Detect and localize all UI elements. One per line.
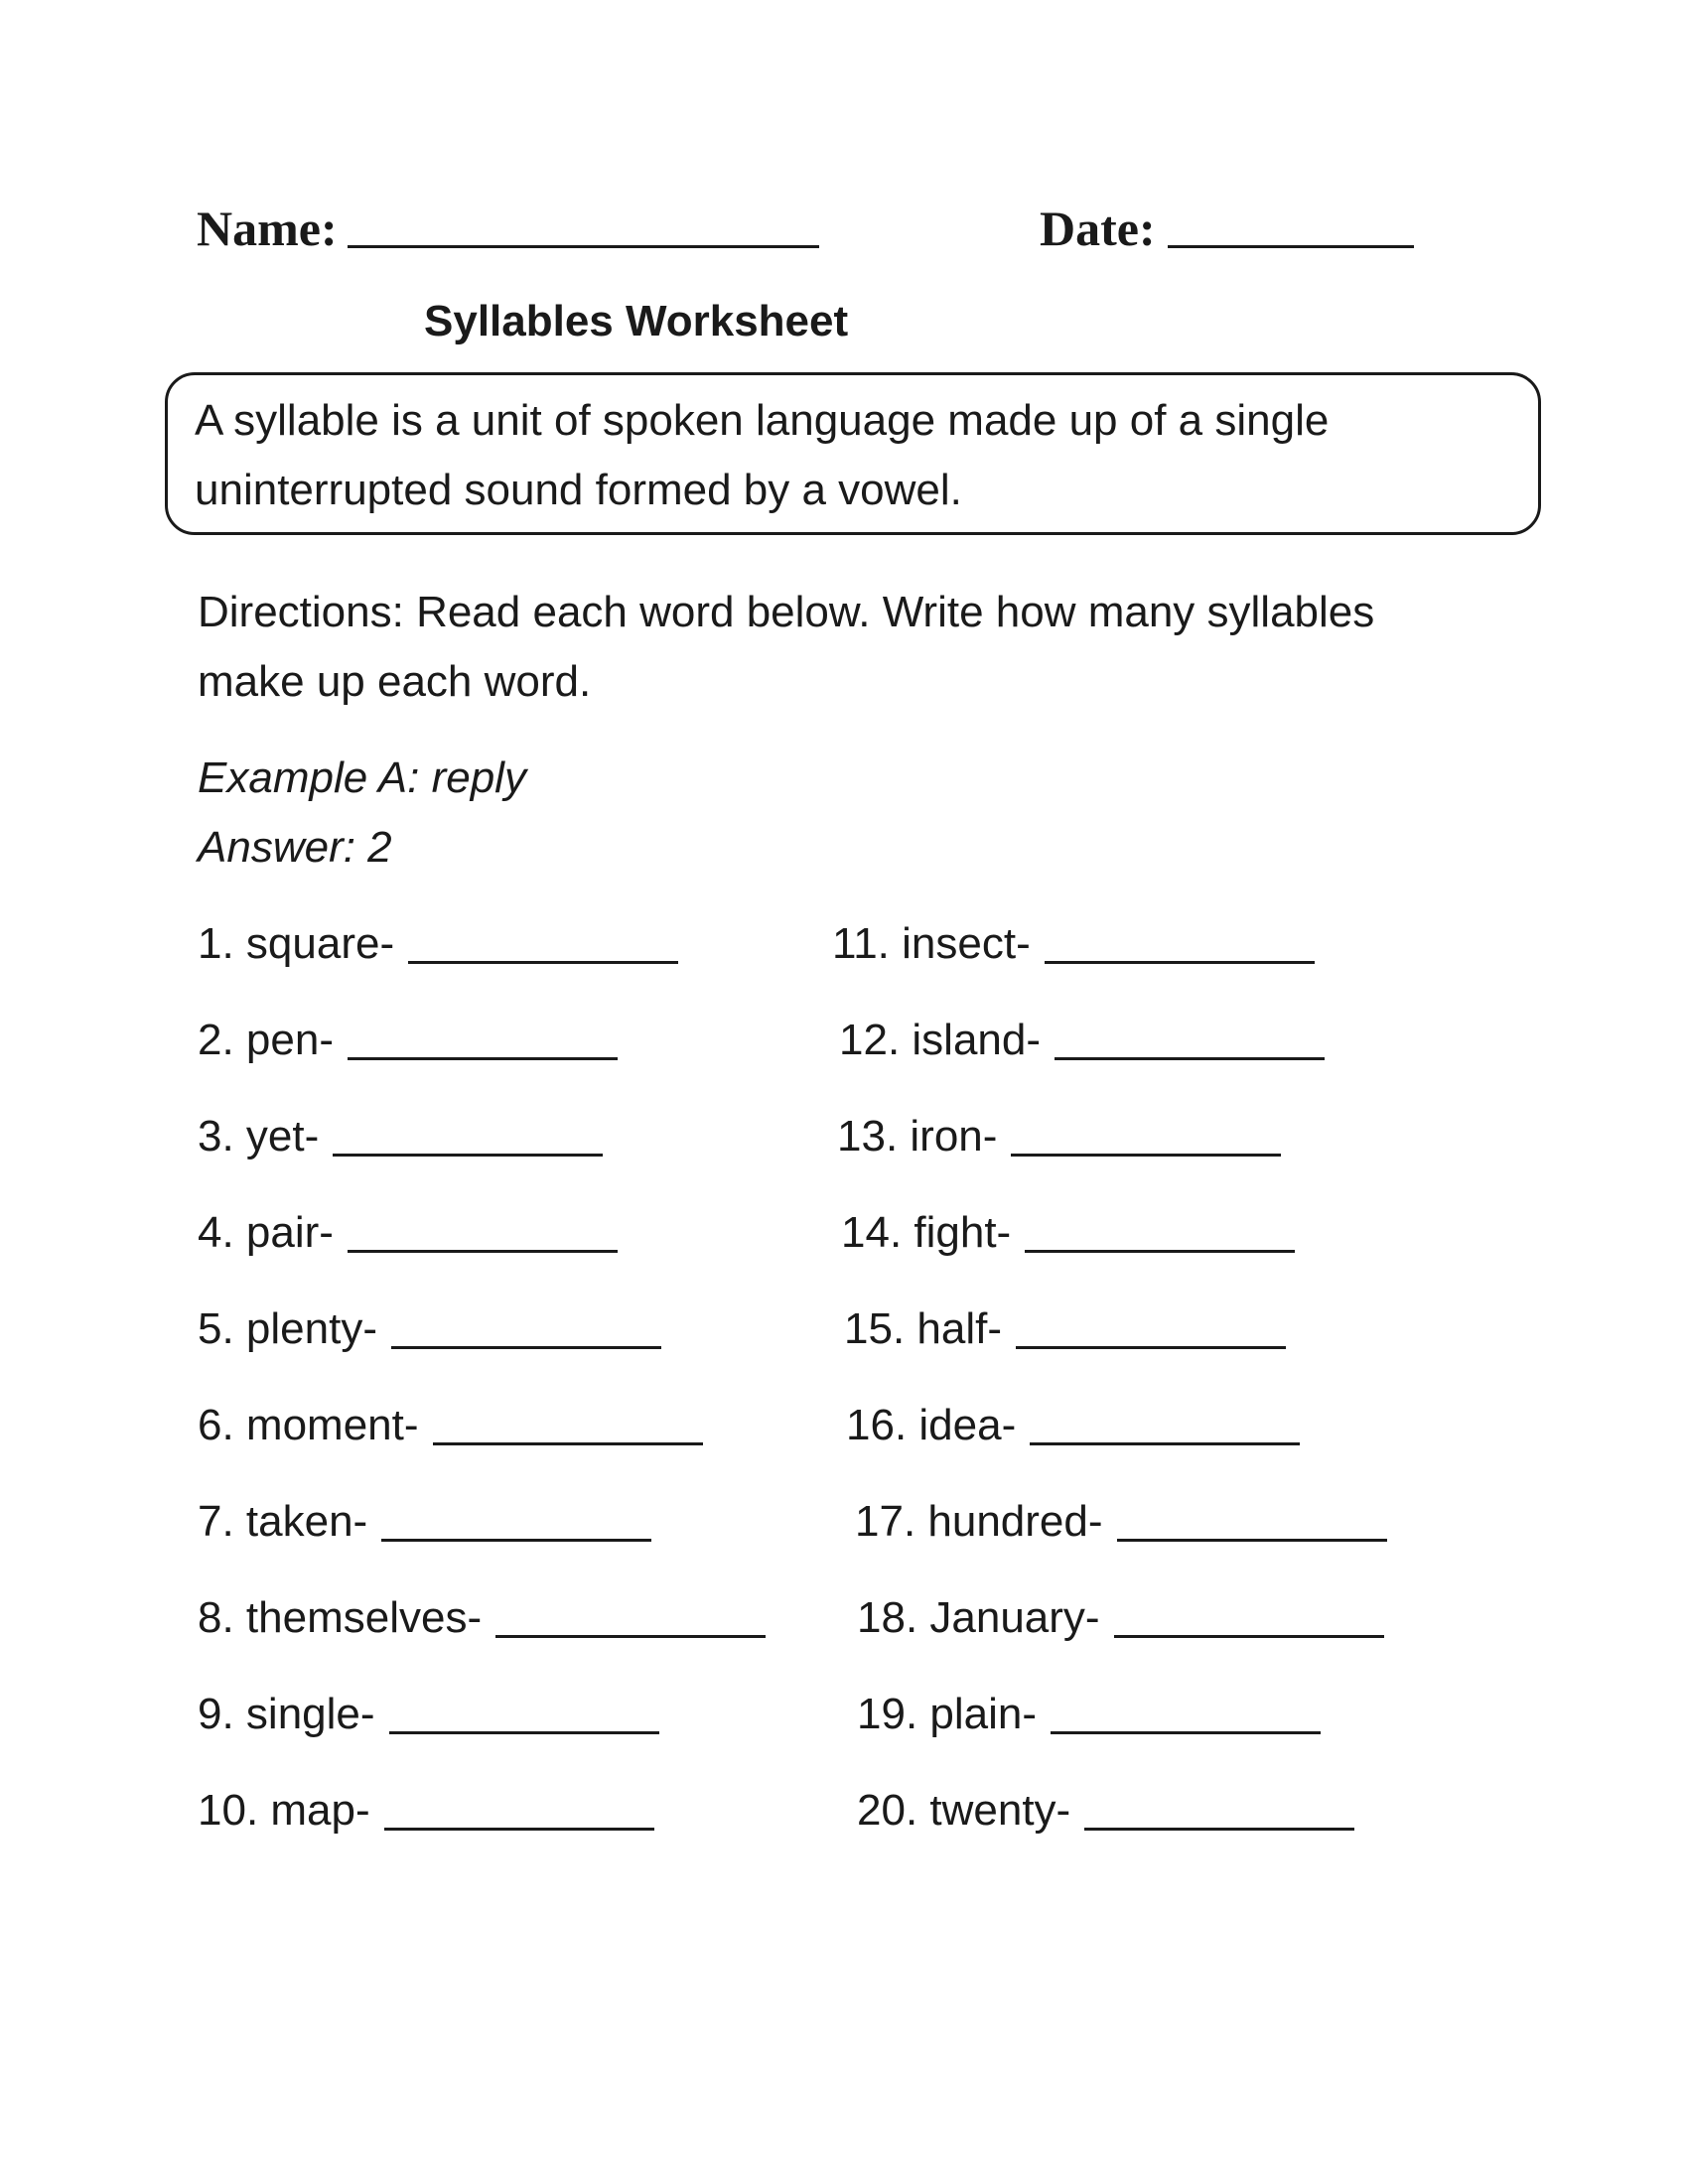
item-label: 6. moment- [198,1401,419,1449]
list-item [841,1207,1295,1259]
item-label: 13. iron- [837,1112,998,1160]
item-label: 15. half- [844,1304,1002,1353]
list-item [198,1400,703,1451]
answer-blank[interactable] [348,1057,618,1060]
list-item [198,918,678,970]
list-item [844,1303,1286,1355]
item-label: 18. January- [857,1593,1100,1642]
answer-blank[interactable] [1025,1250,1295,1253]
list-item [837,1111,1281,1162]
item-label: 1. square- [198,919,395,968]
list-item [846,1400,1300,1451]
date-label: Date: [1040,201,1156,256]
list-item [832,918,1315,970]
list-item [198,1496,651,1548]
answer-blank[interactable] [1030,1442,1300,1445]
answer-blank[interactable] [408,961,678,964]
answer-blank[interactable] [1011,1154,1281,1157]
item-label: 9. single- [198,1690,375,1738]
item-label: 17. hundred- [855,1497,1103,1546]
answer-blank[interactable] [348,1250,618,1253]
definition-line-1: A syllable is a unit of spoken language made up of a single [195,396,1330,445]
item-label: 20. twenty- [857,1786,1071,1835]
list-item [857,1689,1321,1740]
item-label: 3. yet- [198,1112,320,1160]
item-label: 19. plain- [857,1690,1038,1738]
answer-blank[interactable] [384,1828,654,1831]
worksheet-title: Syllables Worksheet [424,297,849,345]
item-label: 14. fight- [841,1208,1012,1257]
list-item [198,1111,603,1162]
item-label: 7. taken- [198,1497,368,1546]
answer-blank[interactable] [1084,1828,1354,1831]
answer-blank[interactable] [333,1154,603,1157]
answer-blank[interactable] [495,1635,766,1638]
answer-blank[interactable] [381,1539,651,1542]
definition-line-2: uninterrupted sound formed by a vowel. [195,466,962,514]
list-item [198,1303,661,1355]
list-item [857,1592,1384,1644]
answer-blank[interactable] [1051,1731,1321,1734]
item-label: 12. island- [839,1016,1042,1064]
example-answer: Answer: 2 [198,823,392,872]
answer-blank[interactable] [389,1731,659,1734]
name-field[interactable] [348,245,819,248]
answer-blank[interactable] [1117,1539,1387,1542]
name-label: Name: [197,201,338,256]
answer-blank[interactable] [433,1442,703,1445]
list-item [198,1015,618,1066]
directions-line-2: make up each word. [198,657,592,706]
item-label: 10. map- [198,1786,370,1835]
list-item [198,1689,659,1740]
item-label: 11. insect- [832,919,1031,968]
item-label: 5. plenty- [198,1304,377,1353]
date-field[interactable] [1168,245,1414,248]
answer-blank[interactable] [1114,1635,1384,1638]
list-item [198,1207,618,1259]
answer-blank[interactable] [1016,1346,1286,1349]
list-item [855,1496,1387,1548]
item-label: 4. pair- [198,1208,334,1257]
item-label: 16. idea- [846,1401,1017,1449]
answer-blank[interactable] [391,1346,661,1349]
item-label: 2. pen- [198,1016,334,1064]
item-label: 8. themselves- [198,1593,483,1642]
list-item [839,1015,1325,1066]
directions-line-1: Directions: Read each word below. Write how many syllables [198,588,1375,636]
answer-blank[interactable] [1045,961,1315,964]
list-item [857,1785,1354,1837]
answer-blank[interactable] [1055,1057,1325,1060]
list-item [198,1785,654,1837]
example-question: Example A: reply [198,753,526,802]
list-item [198,1592,766,1644]
